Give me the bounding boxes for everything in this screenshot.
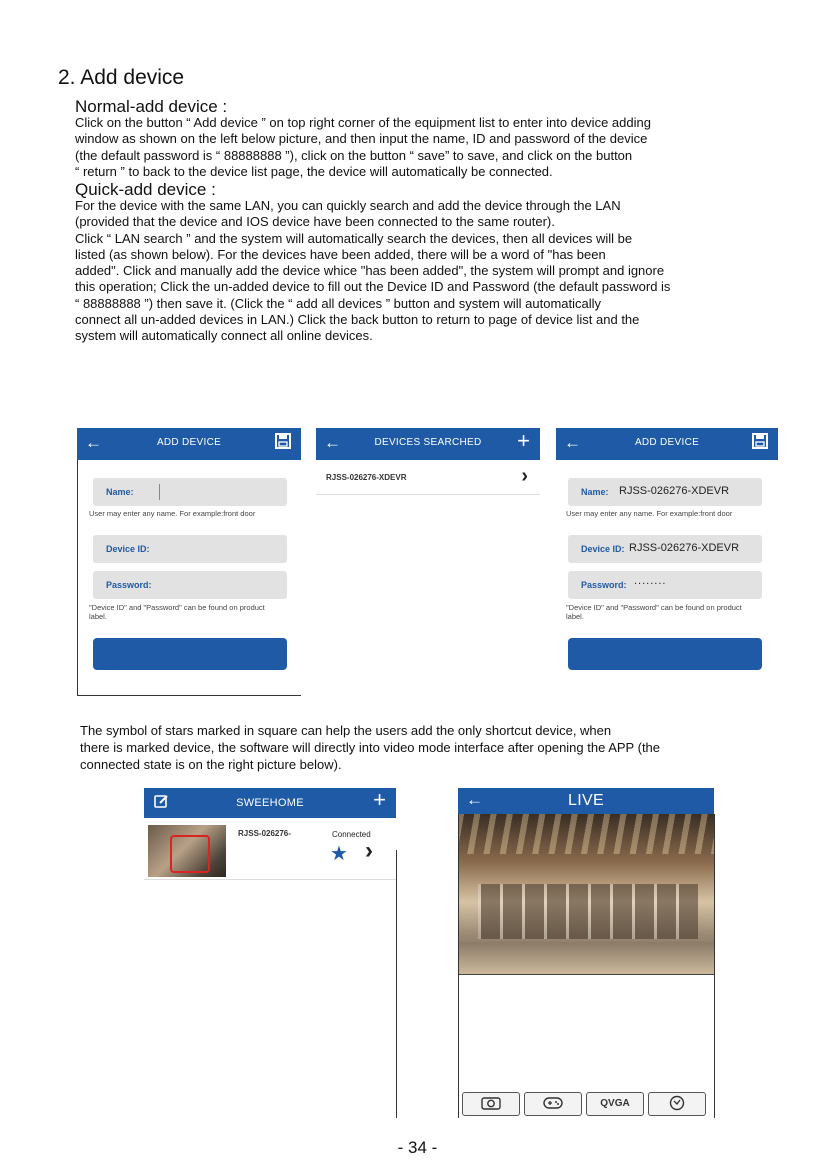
section-title: 2. Add device bbox=[58, 66, 185, 89]
screen-border bbox=[714, 814, 715, 1118]
back-arrow-icon[interactable]: ← bbox=[85, 433, 102, 452]
header-bar bbox=[316, 428, 540, 460]
password-field[interactable]: Password: bbox=[93, 571, 287, 599]
screen-title: SWEEHOME bbox=[236, 797, 304, 809]
back-arrow-icon[interactable]: ← bbox=[324, 433, 341, 452]
back-arrow-icon[interactable]: ← bbox=[564, 433, 581, 452]
device-thumbnail bbox=[148, 825, 226, 877]
save-button[interactable] bbox=[568, 638, 762, 670]
device-id-field[interactable]: Device ID: RJSS-026276-XDEVR bbox=[568, 535, 762, 563]
status-badge: Connected bbox=[332, 830, 371, 839]
window-panels bbox=[478, 884, 698, 939]
timer-button[interactable] bbox=[648, 1092, 706, 1116]
page-number: - 34 - bbox=[397, 1138, 438, 1157]
screen-sweehome bbox=[144, 788, 396, 1118]
camera-icon bbox=[481, 1098, 501, 1109]
snapshot-button[interactable] bbox=[462, 1092, 520, 1116]
label-hint: "Device ID" and "Password" can be found on product label. bbox=[89, 603, 265, 621]
lounge-floor bbox=[458, 942, 714, 974]
list-item[interactable]: RJSS-026276- Connected ★ › bbox=[144, 821, 396, 880]
name-hint: User may enter any name. For example:front door bbox=[566, 509, 733, 518]
quick-add-heading: Quick-add device : bbox=[75, 180, 216, 199]
password-field[interactable]: Password: ........ bbox=[568, 571, 762, 599]
star-paragraph: The symbol of stars marked in square can help the users add the only shortcut device, when there is marked device, the software will directly into video mode interface after opening the APP (the connected state is on the right picture below). bbox=[80, 723, 661, 772]
screen-title: DEVICES SEARCHED bbox=[374, 437, 482, 448]
ceiling-lights bbox=[458, 814, 714, 854]
header-bar bbox=[144, 788, 396, 818]
header-bar bbox=[556, 428, 778, 460]
screen-title: LIVE bbox=[568, 792, 604, 809]
gamepad-button[interactable] bbox=[524, 1092, 582, 1116]
device-id-field[interactable]: Device ID: bbox=[93, 535, 287, 563]
quick-add-paragraph: For the device with the same LAN, you can quickly search and add the device through the LAN (provided that the device and IOS device have been connected to the same router). Click “ LAN search ” and the system will automatically search the devices, then all devices will be listed (as shown below). For the devices have been added, there will be a word of "has been added". Click and manually add the device whice "has been added", the system will prompt and ignore this operation; Click the un-added device to fill out the Device ID and Password (the default password is “ 88888888 ”) then save it. (Click the “ add all devices ” button and system will automatically connect all un-added devices in LAN.) Click the back button to return to page of device list and the system will automatically connect all online devices. bbox=[75, 198, 671, 344]
save-button[interactable] bbox=[93, 638, 287, 670]
screen-border bbox=[77, 695, 301, 696]
save-icon[interactable] bbox=[752, 432, 768, 454]
screen-live bbox=[458, 788, 714, 1118]
save-icon[interactable] bbox=[275, 432, 291, 454]
star-icon[interactable]: ★ bbox=[330, 843, 348, 865]
normal-add-heading: Normal-add device : bbox=[75, 97, 228, 116]
screen-add-device-empty bbox=[77, 428, 301, 696]
name-hint: User may enter any name. For example:front door bbox=[89, 509, 256, 518]
star-marker-highlight bbox=[170, 835, 210, 873]
control-toolbar bbox=[458, 1090, 714, 1118]
back-arrow-icon[interactable]: ← bbox=[466, 790, 483, 809]
chevron-right-icon: › bbox=[365, 837, 373, 864]
name-field[interactable]: Name: bbox=[93, 478, 287, 506]
list-item[interactable]: RJSS-026276-XDEVR › bbox=[316, 464, 540, 495]
gamepad-icon bbox=[543, 1098, 563, 1109]
chevron-right-icon: › bbox=[521, 465, 528, 487]
screen-border bbox=[396, 850, 397, 1118]
text-cursor bbox=[159, 484, 160, 500]
quality-button[interactable]: QVGA bbox=[586, 1092, 644, 1116]
add-icon[interactable]: + bbox=[517, 428, 530, 453]
screen-devices-searched bbox=[316, 428, 540, 696]
name-field[interactable]: Name: RJSS-026276-XDEVR bbox=[568, 478, 762, 506]
header-bar bbox=[458, 788, 714, 814]
add-icon[interactable]: + bbox=[373, 788, 386, 812]
divider bbox=[458, 974, 714, 975]
normal-add-paragraph: Click on the button “ Add device ” on top right corner of the equipment list to enter into device adding window as shown on the left below picture, and then input the name, ID and password of the device (the default password is “ 88888888 ”), click on the button “ save” to save, and click on the button “ return ” to back to the device list page, the device will automatically be connected. bbox=[75, 115, 651, 179]
screen-border bbox=[458, 814, 459, 1118]
screen-title: ADD DEVICE bbox=[634, 437, 700, 448]
screen-add-device-filled bbox=[556, 428, 778, 696]
screen-border bbox=[77, 460, 78, 696]
header-bar bbox=[77, 428, 301, 460]
live-video-view[interactable] bbox=[458, 814, 714, 974]
clock-icon bbox=[669, 1098, 685, 1109]
label-hint: "Device ID" and "Password" can be found on product label. bbox=[566, 603, 742, 621]
screen-title: ADD DEVICE bbox=[156, 437, 222, 448]
